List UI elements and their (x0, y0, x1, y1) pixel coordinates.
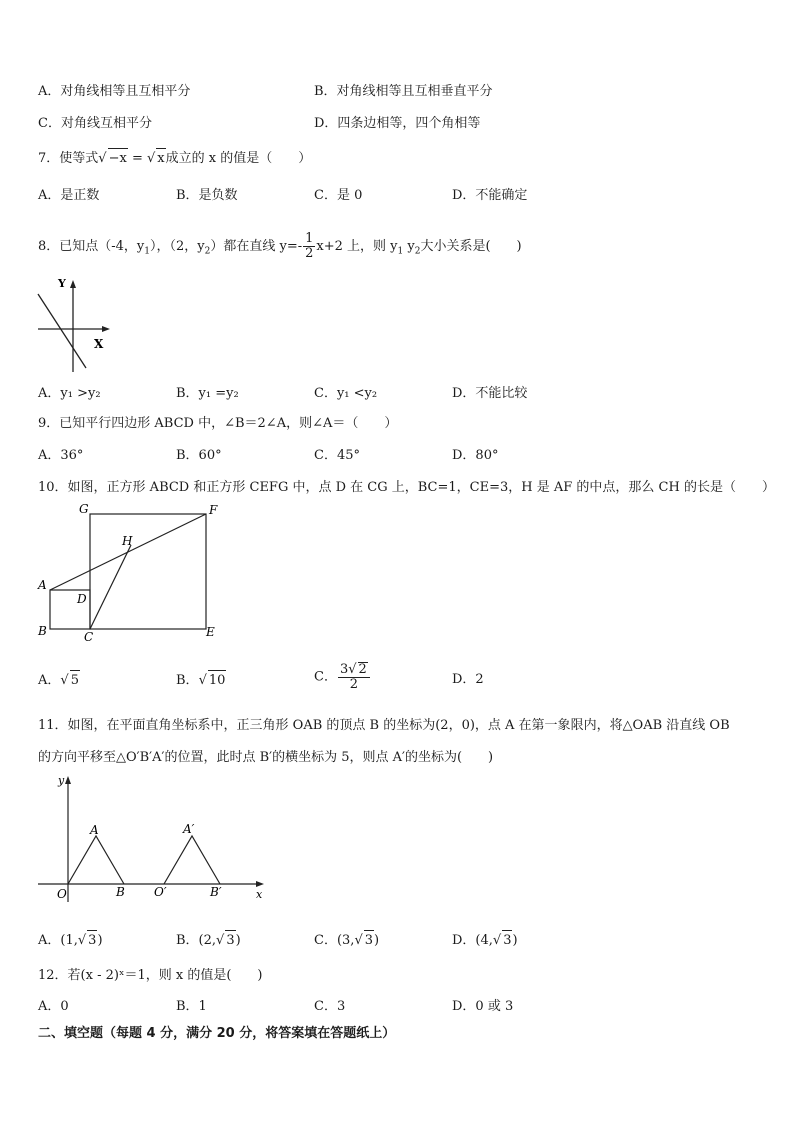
label-b: B (38, 624, 47, 638)
subscript: 1 (144, 246, 151, 257)
q6-options-row1 (38, 82, 758, 102)
axis-label-x: X (94, 337, 104, 351)
x-axis-arrow (256, 881, 264, 887)
radicand: 3 (87, 930, 97, 951)
label-d: D (77, 592, 87, 606)
option-c: C．45° (314, 448, 360, 463)
graph-line (38, 294, 86, 368)
question-9: 9．已知平行四边形 ABCD 中，∠B＝2∠A，则∠A＝（ ） (38, 416, 398, 431)
y-axis-arrow (70, 280, 76, 288)
radicand: 3 (225, 930, 235, 951)
numerator (338, 662, 370, 678)
option-a: A．y₁ >y₂ (38, 386, 101, 401)
radicand: 3 (364, 930, 374, 951)
close-paren: ) (374, 933, 380, 948)
q10-squares-figure (32, 500, 232, 646)
q10-options (38, 662, 758, 698)
option-a (38, 670, 80, 691)
option-d: D．四条边相等，四个角相等 (314, 116, 481, 131)
axis-label-y: Y (58, 277, 66, 290)
option-d: D．0 或 3 (452, 999, 514, 1014)
q11-coordinate-figure (30, 772, 270, 904)
sqrt-symbol (98, 151, 106, 166)
label-a: A (38, 578, 47, 592)
label-h: H (122, 534, 133, 548)
sqrt-symbol (354, 933, 362, 948)
label-o: O (57, 887, 67, 901)
radicand: 10 (208, 670, 227, 691)
option-b-prefix: B．(2, (176, 933, 217, 948)
option-b (176, 930, 241, 951)
q7-equals: = (127, 151, 147, 166)
option-b-prefix: B． (176, 673, 199, 688)
radicand: 3 (502, 930, 512, 951)
q7-radicand-2: x (156, 148, 165, 169)
q8-text-6: 大小关系是( ) (420, 239, 522, 254)
sqrt-symbol (60, 673, 68, 688)
question-11-line2: 的方向平移至△O′B′A′的位置，此时点 B′的横坐标为 5，则点 A′的坐标为( ) (38, 750, 494, 765)
triangle-oab (68, 836, 124, 884)
q7-options (38, 186, 758, 206)
q6-options-row2 (38, 114, 758, 134)
subscript: 2 (414, 246, 421, 257)
question-8 (38, 232, 522, 262)
q8-text-2: ），（2，y (150, 239, 205, 254)
option-d: D．80° (452, 448, 499, 463)
q7-suffix: 成立的 x 的值是（ ） (165, 151, 312, 166)
option-c (314, 662, 371, 692)
radicand: 5 (70, 670, 80, 691)
sqrt-symbol (199, 673, 207, 688)
label-a-prime: A′ (183, 822, 195, 836)
option-a-prefix: A．(1, (38, 933, 78, 948)
square-cefg (90, 514, 206, 629)
option-c-fraction (338, 662, 370, 692)
q8-text-4: x+2 上，则 y (316, 239, 398, 254)
y-axis-arrow (65, 776, 71, 784)
sqrt-symbol (493, 933, 501, 948)
option-c: C．3 (314, 999, 346, 1014)
option-c-prefix: C．(3, (314, 933, 355, 948)
option-c: C．y₁ <y₂ (314, 386, 378, 401)
q8-text-3: ）都在直线 y=- (210, 239, 303, 254)
coefficient: 3 (339, 662, 349, 677)
option-d: D．2 (452, 672, 484, 687)
q7-radicand-1: −x (108, 148, 128, 169)
sqrt-symbol (78, 933, 86, 948)
section-heading-fill-blank: 二、填空题（每题 4 分，满分 20 分，将答案填在答题纸上） (38, 1026, 396, 1041)
option-d-prefix: D．(4, (452, 933, 493, 948)
sqrt-symbol (147, 151, 155, 166)
question-12: 12．若(x - 2)ˣ＝1，则 x 的值是( ) (38, 968, 263, 983)
option-a (38, 930, 103, 951)
question-7 (38, 148, 311, 169)
triangle-oba-prime (164, 836, 220, 884)
close-paren: ) (512, 933, 518, 948)
q9-options (38, 446, 758, 466)
denominator: 2 (349, 677, 359, 692)
option-a: A．是正数 (38, 188, 100, 203)
close-paren: ) (235, 933, 241, 948)
option-d: D．不能确定 (452, 188, 528, 203)
radicand: 2 (358, 662, 367, 677)
option-d: D．不能比较 (452, 386, 528, 401)
label-g: G (79, 502, 89, 516)
label-a: A (90, 823, 99, 837)
segment-ch (90, 545, 131, 629)
axis-label-x: x (256, 888, 263, 901)
subscript: 1 (397, 246, 404, 257)
question-10: 10．如图，正方形 ABCD 和正方形 CEFG 中，点 D 在 CG 上，BC=1，CE=3，H 是 AF 的中点，那么 CH 的长是（ ） (38, 480, 775, 495)
option-d (452, 930, 518, 951)
label-c: C (84, 630, 94, 644)
option-b: B．y₁ =y₂ (176, 386, 239, 401)
option-b: B．对角线相等且互相垂直平分 (314, 84, 493, 99)
denominator: 2 (305, 246, 314, 261)
option-c: C．对角线互相平分 (38, 116, 152, 131)
option-c: C．是 0 (314, 188, 363, 203)
q8-text-5: y (403, 239, 415, 254)
q8-options (38, 384, 758, 404)
q8-line-graph (30, 272, 120, 378)
option-b: B．60° (176, 448, 222, 463)
numerator: 1 (305, 231, 314, 246)
option-a-prefix: A． (38, 673, 61, 688)
label-f: F (209, 503, 218, 517)
option-a: A．36° (38, 448, 84, 463)
close-paren: ) (97, 933, 103, 948)
option-b: B．是负数 (176, 188, 238, 203)
option-c (314, 930, 379, 951)
sqrt-symbol (348, 662, 356, 677)
option-b: B．1 (176, 999, 207, 1014)
q8-fraction (303, 232, 315, 261)
axis-label-y: y (58, 774, 65, 787)
label-b-prime: B′ (210, 885, 222, 899)
q12-options (38, 997, 758, 1017)
x-axis-arrow (102, 326, 110, 332)
question-11-line1: 11．如图，在平面直角坐标系中，正三角形 OAB 的顶点 B 的坐标为(2，0)，点 A 在第一象限内，将△OAB 沿直线 OB (38, 718, 730, 733)
sqrt-symbol (216, 933, 224, 948)
option-c-prefix: C． (314, 669, 337, 685)
option-a: A．0 (38, 999, 69, 1014)
option-a: A．对角线相等且互相平分 (38, 84, 191, 99)
label-e: E (206, 625, 215, 639)
option-b (176, 670, 226, 691)
q7-prefix: 7．使等式 (38, 151, 99, 166)
label-b: B (116, 885, 125, 899)
q11-options (38, 930, 758, 950)
subscript: 2 (204, 246, 211, 257)
q8-text-1: 8．已知点（-4，y (38, 239, 145, 254)
label-o-prime: O′ (154, 885, 167, 899)
